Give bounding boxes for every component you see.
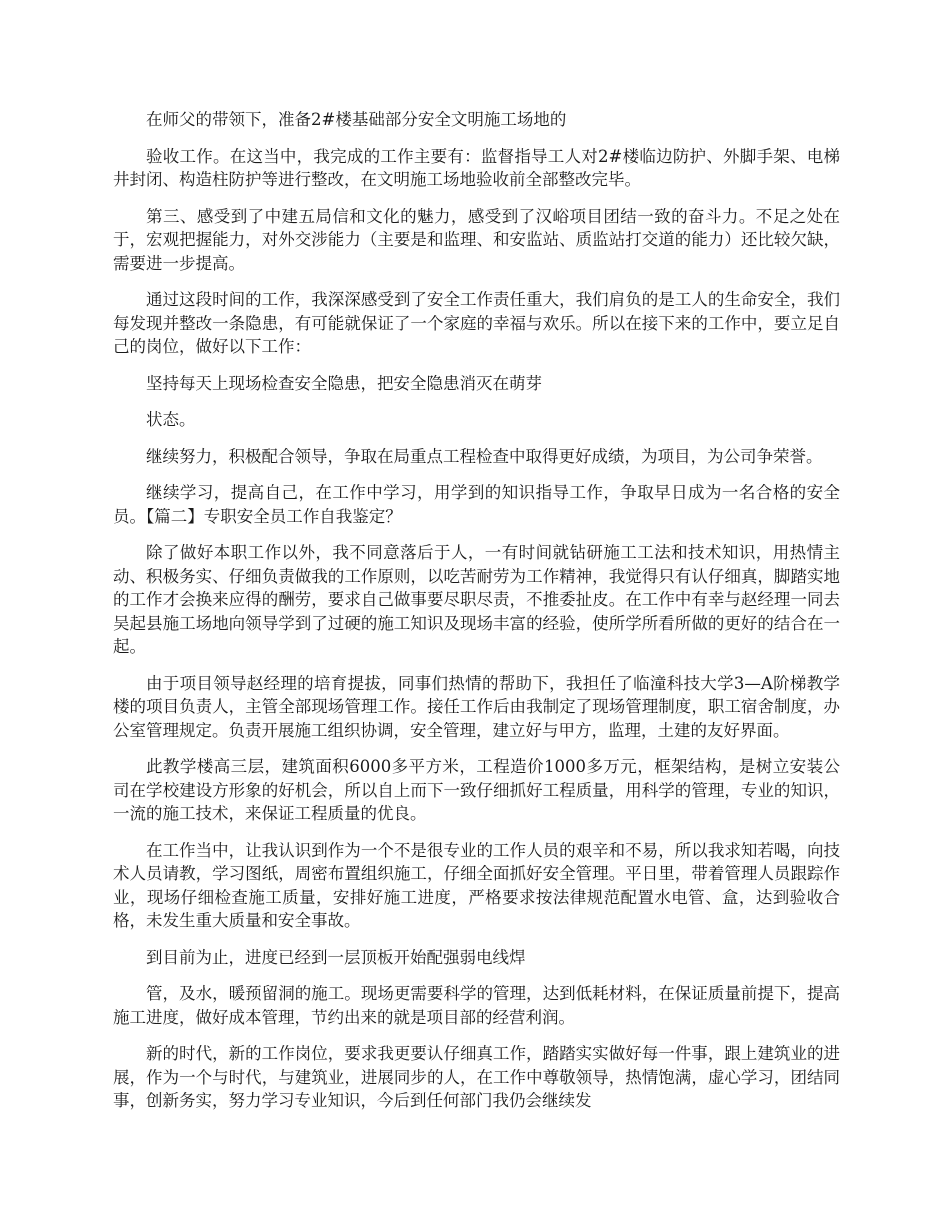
paragraph: 坚持每天上现场检查安全隐患，把安全隐患消灭在萌芽: [146, 373, 542, 393]
paragraph: 此教学楼高三层，建筑面积6000多平方米，工程造价1000多万元，框架结构，是树立安装公司在学校建设方形象的好机会，所以自上而下一致仔细抓好工程质量，用科学的管理，专业的知识，一流的施工技术，来保证工程质量的优良。: [113, 757, 840, 823]
paragraph: 第三、感受到了中建五局信和文化的魅力，感受到了汉峪项目团结一致的奋斗力。不足之处在于，宏观把握能力，对外交涉能力（主要是和监理、和安监站、质监站打交道的能力）还比较欠缺，需要进一步提高。: [113, 206, 840, 273]
document-body: [113, 108, 840, 1126]
paragraph: 除了做好本职工作以外，我不同意落后于人，一有时间就钻研施工工法和技术知识，用热情主动、积极务实、仔细负责做我的工作原则，以吃苦耐劳为工作精神，我觉得只有认仔细真，脚踏实地的工作才会换来应得的酬劳，要求自己做事要尽职尽责，不推委扯皮。在工作中有幸与赵经理一同去吴起县施工场地向领导学到了过硬的施工知识及现场丰富的经验，使所学所看所做的更好的结合在一起。: [113, 543, 840, 656]
paragraph: 在工作当中，让我认识到作为一个不是很专业的工作人员的艰辛和不易，所以我求知若喝，向技术人员请教，学习图纸，周密布置组织施工，仔细全面抓好安全管理。平日里，带着管理人员跟踪作业，现场仔细检查施工质量，安排好施工进度，严格要求按法律规范配置水电管、盒，达到验收合格，未发生重大质量和安全事故。: [113, 840, 840, 930]
paragraph: 通过这段时间的工作，我深深感受到了安全工作责任重大，我们肩负的是工人的生命安全，我们每发现并整改一条隐患，有可能就保证了一个家庭的幸福与欢乐。所以在接下来的工作中，要立足自己的岗位，做好以下工作：: [113, 290, 840, 356]
paragraph: 验收工作。在这当中，我完成的工作主要有：监督指导工人对2#楼临边防护、外脚手架、电梯井封闭、构造柱防护等进行整改，在文明施工场地验收前全部整改完毕。: [113, 146, 840, 189]
paragraph: 到目前为止，进度已经到一层顶板开始配强弱电线焊: [146, 947, 526, 967]
paragraph: 在师父的带领下，准备2#楼基础部分安全文明施工场地的: [146, 110, 567, 129]
paragraph: 管，及水，暖预留洞的施工。现场更需要科学的管理，达到低耗材料，在保证质量前提下，提高施工进度，做好成本管理，节约出来的就是项目部的经营利润。: [113, 984, 840, 1027]
paragraph: 继续学习，提高自己，在工作中学习，用学到的知识指导工作，争取早日成为一名合格的安全员。【篇二】专职安全员工作自我鉴定？: [113, 483, 840, 526]
paragraph: 新的时代，新的工作岗位，要求我更要认仔细真工作，踏踏实实做好每一件事，跟上建筑业的进展，作为一个与时代，与建筑业，进展同步的人，在工作中尊敬领导，热情饱满，虚心学习，团结同事，创新务实，努力学习专业知识，今后到任何部门我仍会继续发: [113, 1044, 840, 1110]
paragraph: 由于项目领导赵经理的培育提拔，同事们热情的帮助下，我担任了临潼科技大学3—A阶梯教学楼的项目负责人，主管全部现场管理工作。接任工作后由我制定了现场管理制度，职工宿舍制度，办公室管理规定。负责开展施工组织协调，安全管理，建立好与甲方，监理，土建的友好界面。: [113, 673, 840, 740]
paragraph: 继续努力，积极配合领导，争取在局重点工程检查中取得更好成绩，为项目，为公司争荣誉。: [146, 446, 823, 466]
paragraph: 状态。: [146, 410, 196, 429]
